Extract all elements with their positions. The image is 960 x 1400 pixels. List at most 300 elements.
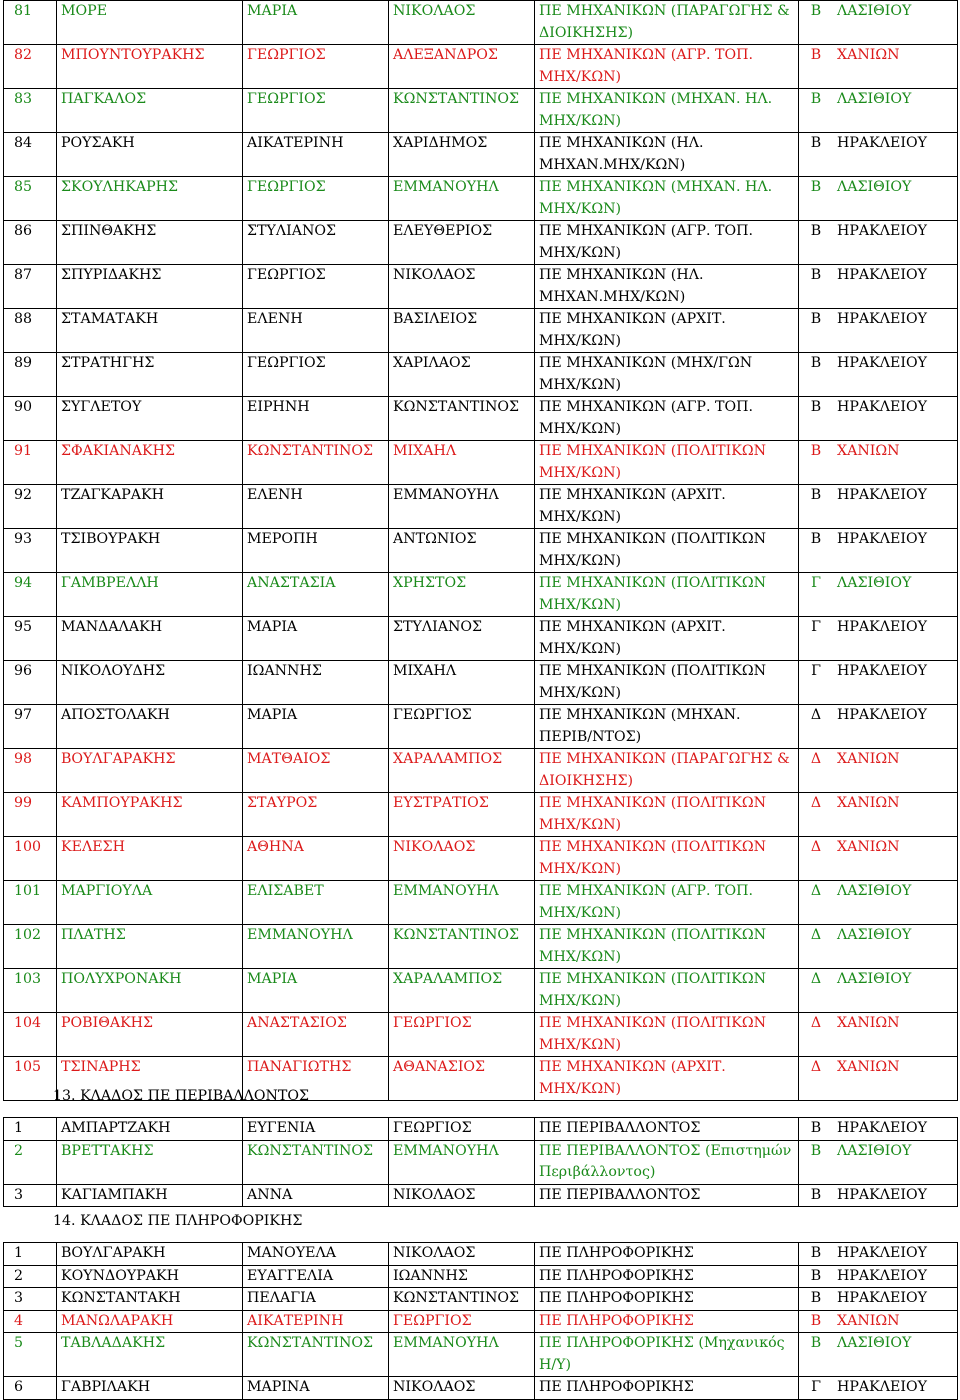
specialty-line-1: ΠΕ ΜΗΧΑΝΙΚΩΝ (ΑΓΡ. ΤΟΠ. [539,223,753,239]
first-name-cell: ΚΩΝΣΤΑΝΤΙΝΟΣ [243,441,389,485]
father-name-cell: ΓΕΩΡΓΙΟΣ [389,1013,535,1057]
grade-cell: Β [799,485,834,529]
surname-cell: ΚΟΥΝΔΟΥΡΑΚΗ [57,1265,243,1288]
prefecture-cell: ΧΑΝΙΩΝ [833,1310,958,1333]
father-name-cell: ΜΙΧΑΗΛ [389,661,535,705]
specialty-line-1: ΠΕ ΠΕΡΙΒΑΛΛΟΝΤΟΣ (Επιστημών [539,1142,792,1159]
first-name-cell: ΓΕΩΡΓΙΟΣ [243,177,389,221]
first-name-cell: ΑΝΝΑ [243,1184,389,1207]
father-name-cell: ΧΡΗΣΤΟΣ [389,573,535,617]
specialty-line-1: ΠΕ ΜΗΧΑΝΙΚΩΝ (ΑΡΧΙΤ. [539,311,726,327]
surname-cell: ΣΦΑΚΙΑΝΑΚΗΣ [57,441,243,485]
father-name-cell: ΕΥΣΤΡΑΤΙΟΣ [389,793,535,837]
first-name-cell: ΕΜΜΑΝΟΥΗΛ [243,925,389,969]
section-heading-informatics: 14. ΚΛΑΔΟΣ ΠΕ ΠΛΗΡΟΦΟΡΙΚΗΣ [53,1213,303,1229]
row-number: 105 [4,1057,57,1101]
first-name-cell: ΑΙΚΑΤΕΡΙΝΗ [243,1310,389,1333]
prefecture-cell: ΧΑΝΙΩΝ [833,749,958,793]
table-informatics [3,1242,958,1400]
table-row [4,265,958,309]
surname-cell: ΣΚΟΥΛΗΚΑΡΗΣ [57,177,243,221]
table-row [4,881,958,925]
grade-cell: Β [799,1118,834,1141]
father-name-cell: ΧΑΡΑΛΑΜΠΟΣ [389,749,535,793]
specialty-line-1: ΠΕ ΠΛΗΡΟΦΟΡΙΚΗΣ [539,1267,694,1284]
specialty-line-2: ΜΗΧ/ΚΩΝ) [539,420,622,437]
grade-cell: Β [799,1288,834,1311]
grade-cell: Β [799,1140,834,1184]
surname-cell: ΠΟΛΥΧΡΟΝΑΚΗ [57,969,243,1013]
table-row [4,45,958,89]
specialty-cell [535,1288,799,1311]
grade-cell: Β [799,177,834,221]
row-number: 86 [4,221,57,265]
prefecture-cell: ΗΡΑΚΛΕΙΟΥ [833,529,958,573]
specialty-line-2: ΜΗΧΑΝ.ΜΗΧ/ΚΩΝ) [539,288,686,305]
first-name-cell: ΕΙΡΗΝΗ [243,397,389,441]
specialty-line-2: ΜΗΧ/ΚΩΝ) [539,552,622,569]
row-number: 102 [4,925,57,969]
first-name-cell: ΙΩΑΝΝΗΣ [243,661,389,705]
surname-cell: ΡΟΒΙΘΑΚΗΣ [57,1013,243,1057]
specialty-line-2: ΜΗΧ/ΚΩΝ) [539,904,622,921]
table-row [4,1288,958,1311]
first-name-cell: ΑΝΑΣΤΑΣΙΟΣ [243,1013,389,1057]
table-row [4,397,958,441]
table-row [4,1184,958,1207]
surname-cell: ΓΑΜΒΡΕΛΛΗ [57,573,243,617]
specialty-cell [535,969,799,1013]
prefecture-cell: ΛΑΣΙΘΙΟΥ [833,969,958,1013]
surname-cell: ΒΡΕΤΤΑΚΗΣ [57,1140,243,1184]
table-row [4,177,958,221]
prefecture-cell: ΛΑΣΙΘΙΟΥ [833,573,958,617]
surname-cell: ΤΑΒΛΑΔΑΚΗΣ [57,1333,243,1377]
table-row [4,1,958,45]
prefecture-cell: ΗΡΑΚΛΕΙΟΥ [833,397,958,441]
father-name-cell: ΝΙΚΟΛΑΟΣ [389,265,535,309]
father-name-cell: ΣΤΥΛΙΑΝΟΣ [389,617,535,661]
prefecture-cell: ΗΡΑΚΛΕΙΟΥ [833,265,958,309]
specialty-line-1: ΠΕ ΜΗΧΑΝΙΚΩΝ (ΜΗΧΑΝ. ΗΛ. [539,91,773,107]
surname-cell: ΣΠΙΝΘΑΚΗΣ [57,221,243,265]
table-row [4,661,958,705]
row-number: 90 [4,397,57,441]
grade-cell: Δ [799,793,834,837]
first-name-cell: ΕΛΕΝΗ [243,485,389,529]
table-row [4,1013,958,1057]
section-heading-environment: 13. ΚΛΑΔΟΣ ΠΕ ΠΕΡΙΒΑΛΛΟΝΤΟΣ [53,1088,310,1104]
specialty-cell [535,45,799,89]
father-name-cell: ΝΙΚΟΛΑΟΣ [389,1184,535,1207]
prefecture-cell: ΧΑΝΙΩΝ [833,45,958,89]
specialty-cell [535,1333,799,1377]
specialty-cell [535,1,799,45]
specialty-cell [535,221,799,265]
row-number: 4 [4,1310,57,1333]
surname-cell: ΚΑΓΙΑΜΠΑΚΗ [57,1184,243,1207]
specialty-line-1: ΠΕ ΠΛΗΡΟΦΟΡΙΚΗΣ [539,1379,694,1395]
surname-cell: ΓΑΒΡΙΛΑΚΗ [57,1377,243,1400]
grade-cell: Δ [799,837,834,881]
surname-cell: ΚΕΛΕΣΗ [57,837,243,881]
specialty-line-1: ΠΕ ΜΗΧΑΝΙΚΩΝ (ΑΓΡ. ΤΟΠ. [539,47,753,63]
specialty-cell [535,881,799,925]
specialty-cell [535,705,799,749]
first-name-cell: ΣΤΥΛΙΑΝΟΣ [243,221,389,265]
surname-cell: ΒΟΥΛΓΑΡΑΚΗΣ [57,749,243,793]
specialty-line-1: ΠΕ ΜΗΧΑΝΙΚΩΝ (ΠΟΛΙΤΙΚΩΝ [539,663,767,679]
table-engineers [3,0,958,1101]
grade-cell: Δ [799,969,834,1013]
surname-cell: ΡΟΥΣΑΚΗ [57,133,243,177]
first-name-cell: ΕΛΙΣΑΒΕΤ [243,881,389,925]
prefecture-cell: ΛΑΣΙΘΙΟΥ [833,1333,958,1377]
table-row [4,617,958,661]
surname-cell: ΤΣΙΒΟΥΡΑΚΗ [57,529,243,573]
surname-cell: ΜΟΡΕ [57,1,243,45]
table-row [4,353,958,397]
table-row [4,485,958,529]
first-name-cell: ΜΑΤΘΑΙΟΣ [243,749,389,793]
specialty-line-1: ΠΕ ΠΛΗΡΟΦΟΡΙΚΗΣ (Μηχανικός [539,1335,785,1351]
specialty-line-2: ΜΗΧ/ΚΩΝ) [539,1036,622,1053]
specialty-line-1: ΠΕ ΜΗΧΑΝΙΚΩΝ (ΜΗΧ/ΓΩΝ [539,355,753,371]
surname-cell: ΜΠΟΥΝΤΟΥΡΑΚΗΣ [57,45,243,89]
father-name-cell: ΝΙΚΟΛΑΟΣ [389,1377,535,1400]
prefecture-cell: ΛΑΣΙΘΙΟΥ [833,925,958,969]
specialty-line-2: ΜΗΧ/ΚΩΝ) [539,684,622,701]
table-row [4,573,958,617]
first-name-cell: ΓΕΩΡΓΙΟΣ [243,45,389,89]
surname-cell: ΣΤΡΑΤΗΓΗΣ [57,353,243,397]
prefecture-cell: ΧΑΝΙΩΝ [833,441,958,485]
table-row [4,837,958,881]
grade-cell: Δ [799,925,834,969]
specialty-cell [535,529,799,573]
specialty-line-2: ΜΗΧ/ΚΩΝ) [539,948,622,965]
father-name-cell: ΕΜΜΑΝΟΥΗΛ [389,177,535,221]
table-row [4,1310,958,1333]
grade-cell: Β [799,1333,834,1377]
row-number: 5 [4,1333,57,1377]
row-number: 104 [4,1013,57,1057]
surname-cell: ΣΥΓΛΕΤΟΥ [57,397,243,441]
first-name-cell: ΓΕΩΡΓΙΟΣ [243,89,389,133]
row-number: 82 [4,45,57,89]
specialty-line-2: ΜΗΧ/ΚΩΝ) [539,376,622,393]
father-name-cell: ΝΙΚΟΛΑΟΣ [389,837,535,881]
row-number: 91 [4,441,57,485]
specialty-cell [535,1184,799,1207]
specialty-line-1: ΠΕ ΜΗΧΑΝΙΚΩΝ (ΗΛ. [539,267,704,283]
prefecture-cell: ΗΡΑΚΛΕΙΟΥ [833,661,958,705]
prefecture-cell: ΧΑΝΙΩΝ [833,837,958,881]
father-name-cell: ΜΙΧΑΗΛ [389,441,535,485]
row-number: 3 [4,1288,57,1311]
specialty-line-1: ΠΕ ΜΗΧΑΝΙΚΩΝ (ΠΑΡΑΓΩΓΗΣ & [539,751,790,767]
specialty-cell [535,397,799,441]
grade-cell: Δ [799,1057,834,1101]
grade-cell: Β [799,45,834,89]
father-name-cell: ΝΙΚΟΛΑΟΣ [389,1243,535,1266]
row-number: 3 [4,1184,57,1207]
table-row [4,1118,958,1141]
grade-cell: Γ [799,661,834,705]
specialty-line-2: ΜΗΧ/ΚΩΝ) [539,68,622,85]
specialty-cell [535,573,799,617]
specialty-cell [535,353,799,397]
grade-cell: Β [799,89,834,133]
grade-cell: Γ [799,573,834,617]
specialty-line-2: ΜΗΧ/ΚΩΝ) [539,860,622,877]
surname-cell: ΒΟΥΛΓΑΡΑΚΗ [57,1243,243,1266]
first-name-cell: ΜΑΝΟΥΕΛΑ [243,1243,389,1266]
table-row [4,1140,958,1184]
specialty-line-2: ΠΕΡΙΒ/ΝΤΟΣ) [539,728,642,745]
specialty-cell [535,1310,799,1333]
specialty-cell [535,441,799,485]
row-number: 88 [4,309,57,353]
specialty-line-1: ΠΕ ΜΗΧΑΝΙΚΩΝ (ΑΓΡ. ΤΟΠ. [539,399,753,415]
father-name-cell: ΕΜΜΑΝΟΥΗΛ [389,881,535,925]
specialty-line-1: ΠΕ ΜΗΧΑΝΙΚΩΝ (ΠΟΛΙΤΙΚΩΝ [539,531,767,547]
grade-cell: Δ [799,1013,834,1057]
row-number: 85 [4,177,57,221]
specialty-line-1: ΠΕ ΠΛΗΡΟΦΟΡΙΚΗΣ [539,1245,694,1261]
specialty-line-2: ΜΗΧ/ΚΩΝ) [539,508,622,525]
father-name-cell: ΓΕΩΡΓΙΟΣ [389,705,535,749]
surname-cell: ΑΜΠΑΡΤΖΑΚΗ [57,1118,243,1141]
specialty-line-2: Περιβάλλοντος) [539,1164,656,1180]
prefecture-cell: ΗΡΑΚΛΕΙΟΥ [833,1184,958,1207]
father-name-cell: ΧΑΡΙΔΗΜΟΣ [389,133,535,177]
specialty-line-1: ΠΕ ΠΕΡΙΒΑΛΛΟΝΤΟΣ [539,1120,701,1136]
grade-cell: Β [799,529,834,573]
surname-cell: ΠΑΓΚΑΛΟΣ [57,89,243,133]
specialty-line-2: ΔΙΟΙΚΗΣΗΣ) [539,772,634,789]
prefecture-cell: ΗΡΑΚΛΕΙΟΥ [833,485,958,529]
prefecture-cell: ΧΑΝΙΩΝ [833,793,958,837]
father-name-cell: ΙΩΑΝΝΗΣ [389,1265,535,1288]
prefecture-cell: ΛΑΣΙΘΙΟΥ [833,89,958,133]
row-number: 84 [4,133,57,177]
table-row [4,133,958,177]
specialty-cell [535,837,799,881]
first-name-cell: ΓΕΩΡΓΙΟΣ [243,353,389,397]
table-row [4,925,958,969]
surname-cell: ΤΣΙΝΑΡΗΣ [57,1057,243,1101]
row-number: 97 [4,705,57,749]
grade-cell: Β [799,221,834,265]
father-name-cell: ΑΝΤΩΝΙΟΣ [389,529,535,573]
row-number: 87 [4,265,57,309]
specialty-line-2: Η/Υ) [539,1356,572,1373]
specialty-line-2: ΜΗΧ/ΚΩΝ) [539,1080,622,1097]
specialty-line-1: ΠΕ ΠΛΗΡΟΦΟΡΙΚΗΣ [539,1312,694,1329]
specialty-line-1: ΠΕ ΜΗΧΑΝΙΚΩΝ (ΠΟΛΙΤΙΚΩΝ [539,839,767,855]
specialty-line-2: ΜΗΧ/ΚΩΝ) [539,332,622,349]
grade-cell: Β [799,1265,834,1288]
specialty-cell [535,617,799,661]
specialty-line-1: ΠΕ ΜΗΧΑΝΙΚΩΝ (ΑΡΧΙΤ. [539,487,726,503]
specialty-line-1: ΠΕ ΜΗΧΑΝΙΚΩΝ (ΜΗΧΑΝ. ΗΛ. [539,179,773,195]
surname-cell: ΜΑΡΓΙΟΥΛΑ [57,881,243,925]
specialty-line-1: ΠΕ ΠΕΡΙΒΑΛΛΟΝΤΟΣ [539,1186,701,1203]
row-number: 6 [4,1377,57,1400]
father-name-cell: ΑΛΕΞΑΝΔΡΟΣ [389,45,535,89]
father-name-cell: ΧΑΡΙΛΑΟΣ [389,353,535,397]
specialty-cell [535,1057,799,1101]
grade-cell: Γ [799,1377,834,1400]
table-row [4,793,958,837]
table-row [4,309,958,353]
prefecture-cell: ΗΡΑΚΛΕΙΟΥ [833,133,958,177]
table-row [4,89,958,133]
specialty-cell [535,749,799,793]
surname-cell: ΜΑΝΩΛΑΡΑΚΗ [57,1310,243,1333]
prefecture-cell: ΗΡΑΚΛΕΙΟΥ [833,309,958,353]
father-name-cell: ΚΩΝΣΤΑΝΤΙΝΟΣ [389,89,535,133]
row-number: 83 [4,89,57,133]
prefecture-cell: ΛΑΣΙΘΙΟΥ [833,1,958,45]
surname-cell: ΚΑΜΠΟΥΡΑΚΗΣ [57,793,243,837]
table-environment [3,1117,958,1207]
table-row [4,529,958,573]
first-name-cell: ΚΩΝΣΤΑΝΤΙΝΟΣ [243,1140,389,1184]
table-row [4,221,958,265]
first-name-cell: ΜΑΡΙΑ [243,969,389,1013]
specialty-line-1: ΠΕ ΜΗΧΑΝΙΚΩΝ (ΑΓΡ. ΤΟΠ. [539,883,753,899]
father-name-cell: ΕΜΜΑΝΟΥΗΛ [389,1333,535,1377]
specialty-cell [535,925,799,969]
first-name-cell: ΜΑΡΙΑ [243,617,389,661]
specialty-cell [535,1013,799,1057]
specialty-line-2: ΜΗΧΑΝ.ΜΗΧ/ΚΩΝ) [539,156,686,173]
father-name-cell: ΧΑΡΑΛΑΜΠΟΣ [389,969,535,1013]
surname-cell: ΠΛΑΤΗΣ [57,925,243,969]
first-name-cell: ΑΙΚΑΤΕΡΙΝΗ [243,133,389,177]
row-number: 98 [4,749,57,793]
row-number: 2 [4,1265,57,1288]
table-row [4,1333,958,1377]
father-name-cell: ΕΛΕΥΘΕΡΙΟΣ [389,221,535,265]
prefecture-cell: ΗΡΑΚΛΕΙΟΥ [833,705,958,749]
father-name-cell: ΚΩΝΣΤΑΝΤΙΝΟΣ [389,397,535,441]
specialty-cell [535,1118,799,1141]
first-name-cell: ΕΛΕΝΗ [243,309,389,353]
specialty-cell [535,309,799,353]
specialty-cell [535,1243,799,1266]
grade-cell: Δ [799,881,834,925]
specialty-line-1: ΠΕ ΜΗΧΑΝΙΚΩΝ (ΠΟΛΙΤΙΚΩΝ [539,1015,767,1031]
row-number: 99 [4,793,57,837]
grade-cell: Β [799,133,834,177]
grade-cell: Β [799,1243,834,1266]
specialty-cell [535,1265,799,1288]
specialty-line-2: ΜΗΧ/ΚΩΝ) [539,596,622,613]
row-number: 100 [4,837,57,881]
row-number: 103 [4,969,57,1013]
grade-cell: Γ [799,617,834,661]
prefecture-cell: ΗΡΑΚΛΕΙΟΥ [833,221,958,265]
prefecture-cell: ΗΡΑΚΛΕΙΟΥ [833,353,958,397]
row-number: 1 [4,1243,57,1266]
first-name-cell: ΠΕΛΑΓΙΑ [243,1288,389,1311]
specialty-cell [535,1140,799,1184]
father-name-cell: ΑΘΑΝΑΣΙΟΣ [389,1057,535,1101]
first-name-cell: ΕΥΓΕΝΙΑ [243,1118,389,1141]
grade-cell: Β [799,1310,834,1333]
father-name-cell: ΕΜΜΑΝΟΥΗΛ [389,1140,535,1184]
specialty-cell [535,265,799,309]
prefecture-cell: ΗΡΑΚΛΕΙΟΥ [833,1288,958,1311]
surname-cell: ΝΙΚΟΛΟΥΔΗΣ [57,661,243,705]
prefecture-cell: ΛΑΣΙΘΙΟΥ [833,1140,958,1184]
table-row [4,441,958,485]
specialty-line-1: ΠΕ ΜΗΧΑΝΙΚΩΝ (ΑΡΧΙΤ. [539,619,726,635]
specialty-cell [535,793,799,837]
surname-cell: ΑΠΟΣΤΟΛΑΚΗ [57,705,243,749]
specialty-line-1: ΠΕ ΠΛΗΡΟΦΟΡΙΚΗΣ [539,1290,694,1306]
father-name-cell: ΚΩΝΣΤΑΝΤΙΝΟΣ [389,925,535,969]
prefecture-cell: ΗΡΑΚΛΕΙΟΥ [833,1265,958,1288]
grade-cell: Β [799,1184,834,1207]
first-name-cell: ΜΑΡΙΝΑ [243,1377,389,1400]
specialty-line-1: ΠΕ ΜΗΧΑΝΙΚΩΝ (ΠΟΛΙΤΙΚΩΝ [539,795,767,811]
first-name-cell: ΑΝΑΣΤΑΣΙΑ [243,573,389,617]
row-number: 93 [4,529,57,573]
specialty-line-2: ΜΗΧ/ΚΩΝ) [539,816,622,833]
grade-cell: Β [799,397,834,441]
row-number: 95 [4,617,57,661]
grade-cell: Β [799,441,834,485]
first-name-cell: ΜΑΡΙΑ [243,705,389,749]
father-name-cell: ΒΑΣΙΛΕΙΟΣ [389,309,535,353]
row-number: 1 [4,1118,57,1141]
specialty-line-2: ΜΗΧ/ΚΩΝ) [539,640,622,657]
surname-cell: ΜΑΝΔΑΛΑΚΗ [57,617,243,661]
first-name-cell: ΜΕΡΟΠΗ [243,529,389,573]
specialty-line-1: ΠΕ ΜΗΧΑΝΙΚΩΝ (ΑΡΧΙΤ. [539,1059,726,1075]
grade-cell: Δ [799,705,834,749]
specialty-cell [535,133,799,177]
prefecture-cell: ΛΑΣΙΘΙΟΥ [833,881,958,925]
grade-cell: Β [799,309,834,353]
specialty-line-2: ΜΗΧ/ΚΩΝ) [539,112,622,129]
prefecture-cell: ΗΡΑΚΛΕΙΟΥ [833,1377,958,1400]
specialty-line-1: ΠΕ ΜΗΧΑΝΙΚΩΝ (ΠΟΛΙΤΙΚΩΝ [539,575,767,591]
specialty-line-1: ΠΕ ΜΗΧΑΝΙΚΩΝ (ΜΗΧΑΝ. [539,707,741,723]
row-number: 96 [4,661,57,705]
grade-cell: Δ [799,749,834,793]
table-row [4,1265,958,1288]
specialty-line-2: ΜΗΧ/ΚΩΝ) [539,244,622,261]
grade-cell: Β [799,1,834,45]
first-name-cell: ΑΘΗΝΑ [243,837,389,881]
table-row [4,1243,958,1266]
father-name-cell: ΓΕΩΡΓΙΟΣ [389,1118,535,1141]
specialty-line-1: ΠΕ ΜΗΧΑΝΙΚΩΝ (ΠΟΛΙΤΙΚΩΝ [539,443,767,459]
row-number: 81 [4,1,57,45]
surname-cell: ΚΩΝΣΤΑΝΤΑΚΗ [57,1288,243,1311]
father-name-cell: ΕΜΜΑΝΟΥΗΛ [389,485,535,529]
father-name-cell: ΚΩΝΣΤΑΝΤΙΝΟΣ [389,1288,535,1311]
table-row [4,749,958,793]
table-row [4,969,958,1013]
first-name-cell: ΣΤΑΥΡΟΣ [243,793,389,837]
first-name-cell: ΓΕΩΡΓΙΟΣ [243,265,389,309]
